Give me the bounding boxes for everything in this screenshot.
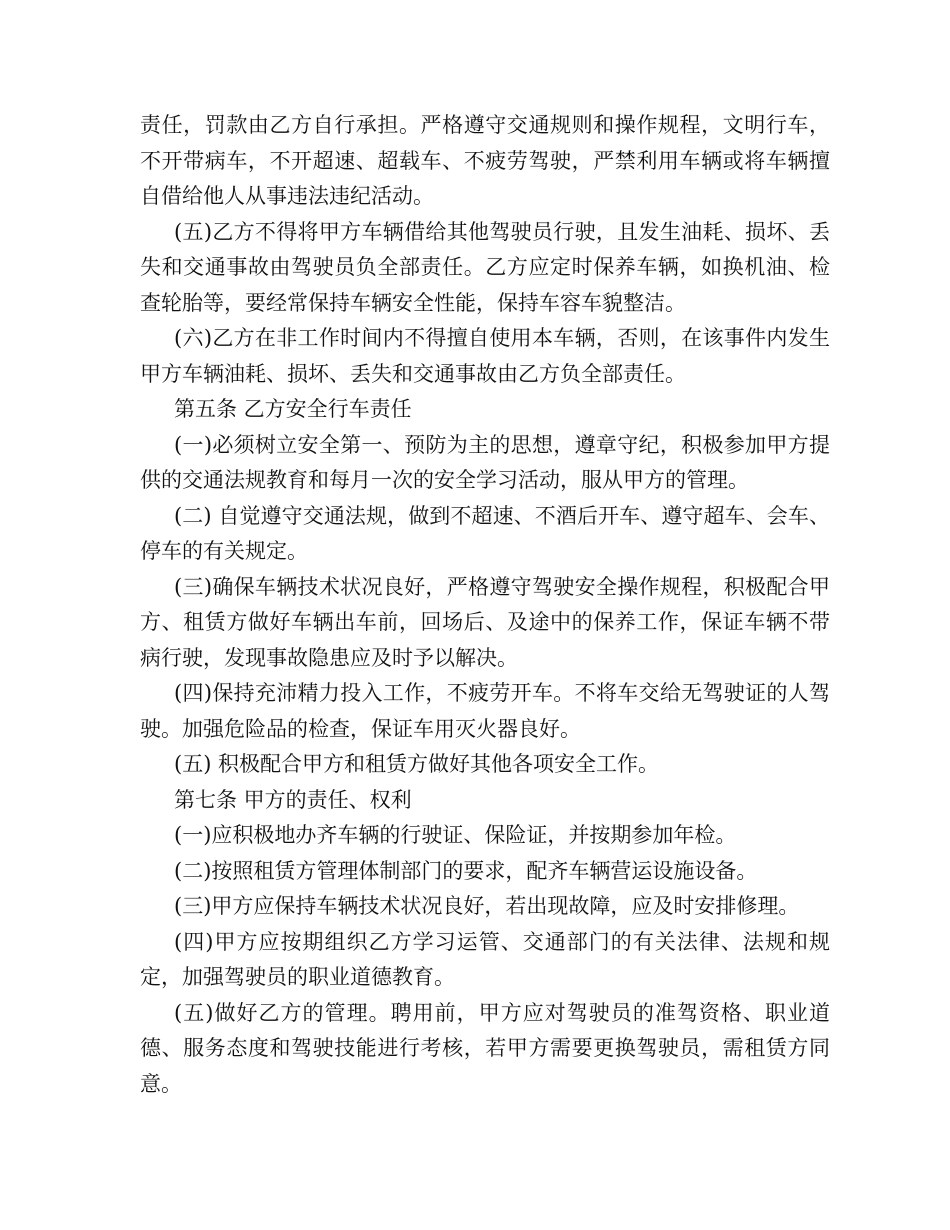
paragraph-article-5-item-5: (五) 积极配合甲方和租赁方做好其他各项安全工作。 [174, 752, 660, 776]
paragraph-article-5-item-2: (二) 自觉遵守交通法规，做到不超速、不酒后开车、遵守超车、会车、停车的有关规定。 [140, 503, 830, 563]
paragraph-article-7-item-2: (二)按照租赁方管理体制部门的要求，配齐车辆营运设施设备。 [174, 858, 758, 883]
paragraph-item-6-off-duty-use: (六)乙方在非工作时间内不得擅自使用本车辆，否则，在该事件内发生甲方车辆油耗、损坏、丢失和交通事故由乙方负全部责任。 [140, 326, 830, 386]
paragraph-article-7-item-5: (五)做好乙方的管理。聘用前，甲方应对驾驶员的准驾资格、职业道德、服务态度和驾驶技能进行考核，若甲方需要更换驾驶员，需租赁方同意。 [140, 1000, 830, 1096]
paragraph-item-5-vehicle-lending: (五)乙方不得将甲方车辆借给其他驾驶员行驶，且发生油耗、损坏、丢失和交通事故由驾驶员负全部责任。乙方应定时保养车辆，如换机油、检查轮胎等，要经常保持车辆安全性能，保持车容车貌整洁。 [140, 219, 830, 315]
document-page [140, 108, 830, 1102]
paragraph-article-5-item-4: (四)保持充沛精力投入工作，不疲劳开车。不将车交给无驾驶证的人驾驶。加强危险品的检查，保证车用灭火器良好。 [140, 681, 830, 741]
paragraph-article-5-item-3: (三)确保车辆技术状况良好，严格遵守驾驶安全操作规程，积极配合甲方、租赁方做好车辆出车前，回场后、及途中的保养工作，保证车辆不带病行驶，发现事故隐患应及时予以解决。 [140, 574, 830, 670]
section-heading-article-7: 第七条 甲方的责任、权利 [174, 787, 412, 812]
paragraph-article-5-item-1: (一)必须树立安全第一、预防为主的思想，遵章守纪，积极参加甲方提供的交通法规教育和每月一次的安全学习活动，服从甲方的管理。 [140, 432, 830, 492]
paragraph-continuation: 责任，罚款由乙方自行承担。严格遵守交通规则和操作规程，文明行车，不开带病车，不开超速、超载车、不疲劳驾驶，严禁利用车辆或将车辆擅自借给他人从事违法违纪活动。 [140, 113, 830, 208]
section-heading-article-5: 第五条 乙方安全行车责任 [174, 397, 412, 421]
paragraph-article-7-item-4: (四)甲方应按期组织乙方学习运管、交通部门的有关法律、法规和规定，加强驾驶员的职业道德教育。 [140, 929, 830, 989]
paragraph-article-7-item-3: (三)甲方应保持车辆技术状况良好，若出现故障，应及时安排修理。 [174, 894, 800, 918]
paragraph-article-7-item-1: (一)应积极地办齐车辆的行驶证、保险证，并按期参加年检。 [174, 823, 737, 847]
